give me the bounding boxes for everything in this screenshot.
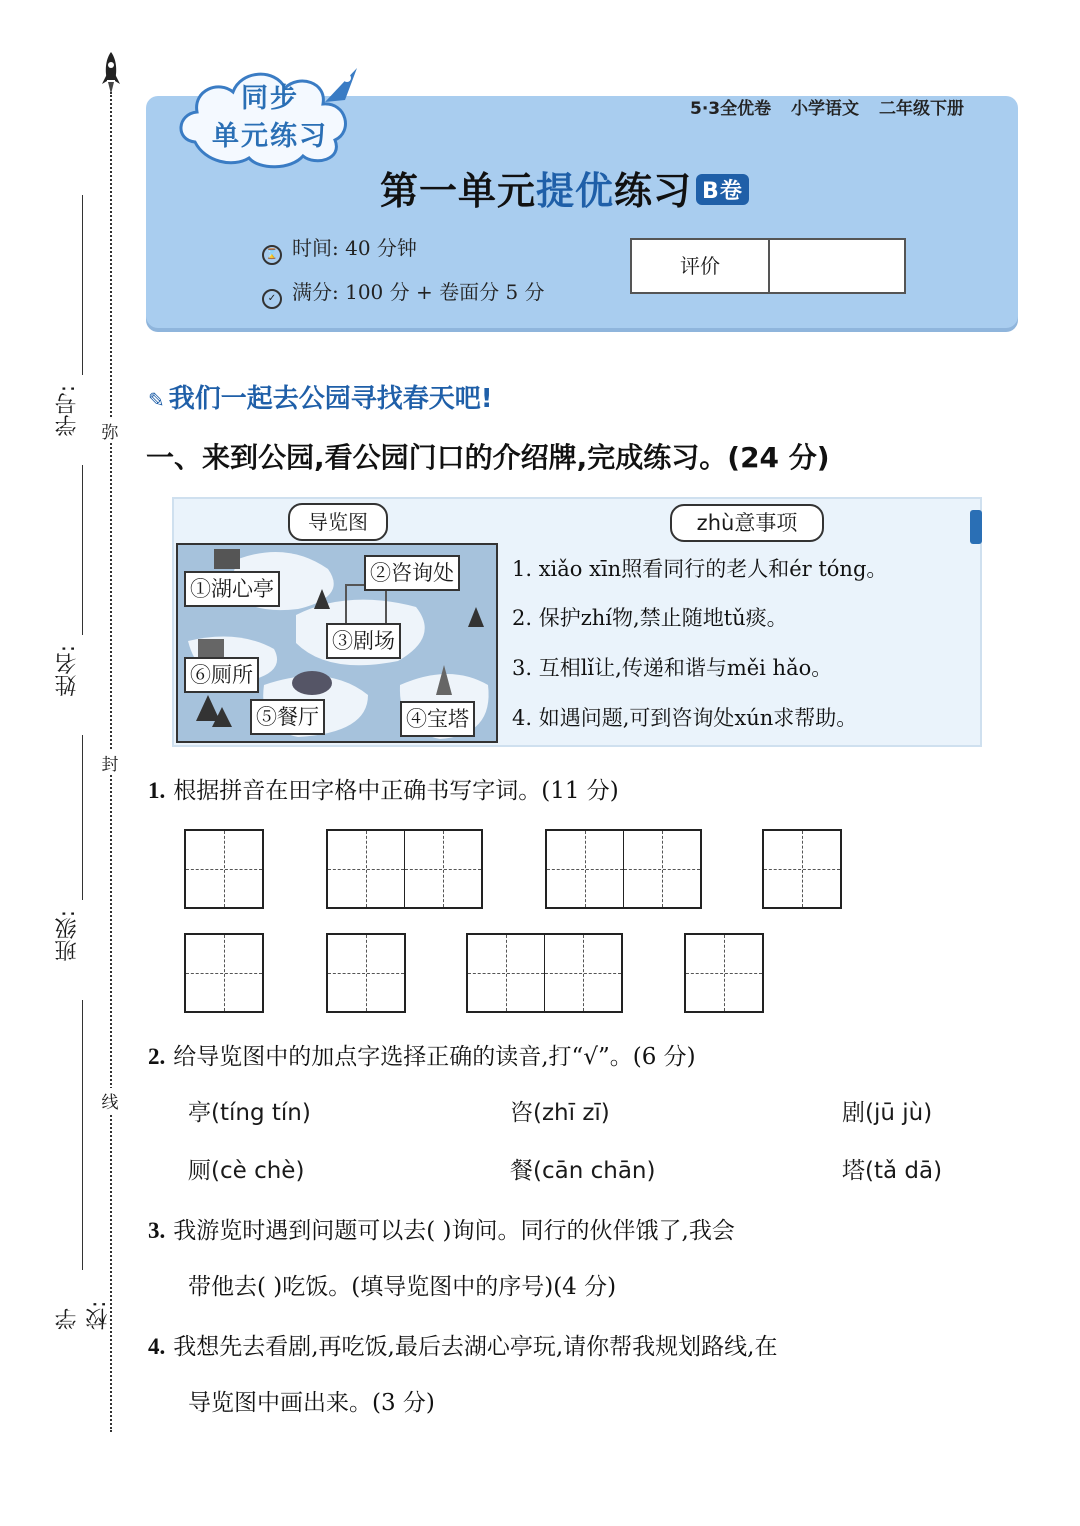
name-line[interactable] bbox=[82, 465, 83, 635]
evaluation-input[interactable] bbox=[770, 240, 904, 292]
tianzi-cell[interactable] bbox=[764, 831, 840, 907]
tianzi-cell[interactable] bbox=[405, 831, 481, 907]
q4-number: 4. bbox=[148, 1334, 166, 1359]
volume-tag: B卷 bbox=[696, 174, 749, 205]
student-id-field[interactable] bbox=[52, 195, 92, 455]
tianzi-cell[interactable] bbox=[468, 935, 545, 1011]
title-part-b: 提优 bbox=[536, 169, 615, 213]
school-label: 学校: bbox=[55, 1300, 111, 1330]
rocket-icon bbox=[100, 50, 122, 98]
time-text: 时间: 40 分钟 bbox=[292, 236, 417, 260]
notice-item-1: 1. xiǎo xīn照看同行的老人和ér tóng。 bbox=[512, 557, 888, 581]
score-info bbox=[262, 276, 545, 309]
q3-line2: 带他去( )吃饭。(填导览图中的序号)(4 分) bbox=[188, 1274, 617, 1300]
q1-text: 根据拼音在田字格中正确书写字词。(11 分) bbox=[173, 778, 619, 804]
q3-line1: 我游览时遇到问题可以去( )询问。同行的伙伴饿了,我会 bbox=[173, 1218, 735, 1244]
q4-line1: 我想先去看剧,再吃饭,最后去湖心亭玩,请你帮我规划路线,在 bbox=[173, 1334, 778, 1360]
question-3 bbox=[148, 1212, 735, 1245]
map-place-restroom[interactable]: ⑥厕所 bbox=[184, 657, 259, 693]
notice-item-2: 2. 保护zhí物,禁止随地tǔ痰。 bbox=[512, 606, 788, 630]
q2-text: 给导览图中的加点字选择正确的读音,打“√”。(6 分) bbox=[173, 1044, 696, 1070]
notice-title: zhù意事项 bbox=[670, 504, 824, 542]
park-map[interactable] bbox=[176, 543, 498, 743]
q2-number: 2. bbox=[148, 1044, 166, 1069]
school-line[interactable] bbox=[82, 1000, 83, 1270]
school-field[interactable] bbox=[52, 1000, 111, 1330]
tianzi-cell[interactable] bbox=[186, 831, 262, 907]
time-info bbox=[262, 232, 417, 265]
tianzi-grid-1[interactable] bbox=[184, 829, 264, 909]
map-place-theater[interactable]: ③剧场 bbox=[326, 623, 401, 659]
check-circle-icon: ✓ bbox=[262, 289, 282, 309]
q2-choice-ju[interactable]: 剧(jū jù) bbox=[842, 1100, 933, 1126]
tianzi-cell[interactable] bbox=[624, 831, 700, 907]
tianzi-grid-4[interactable] bbox=[762, 829, 842, 909]
section1-title: 一、来到公园,看公园门口的介绍牌,完成练习。(24 分) bbox=[146, 441, 830, 474]
class-line[interactable] bbox=[82, 735, 83, 900]
intro-line bbox=[148, 378, 493, 415]
tianzi-grid-8[interactable] bbox=[684, 933, 764, 1013]
map-place-info-desk[interactable]: ②咨询处 bbox=[364, 555, 460, 591]
map-place-lake-pavilion[interactable]: ①湖心亭 bbox=[184, 571, 280, 607]
title-part-a: 第一单元 bbox=[380, 169, 537, 213]
tianzi-grid-5[interactable] bbox=[184, 933, 264, 1013]
q2-choice-can[interactable]: 餐(cān chān) bbox=[510, 1158, 656, 1184]
name-label: 姓名: bbox=[55, 645, 80, 697]
name-field[interactable] bbox=[52, 465, 92, 725]
badge-line2: 单元练习 bbox=[212, 121, 328, 152]
side-tab-icon bbox=[970, 510, 982, 544]
tianzi-grid-6[interactable] bbox=[326, 933, 406, 1013]
question-2 bbox=[148, 1038, 696, 1071]
notice-item-3: 3. 互相lǐ让,传递和谐与měi hǎo。 bbox=[512, 656, 833, 680]
tianzi-grid-3[interactable] bbox=[545, 829, 702, 909]
seal-word-feng: 封 bbox=[98, 750, 122, 775]
tianzi-grid-2[interactable] bbox=[326, 829, 483, 909]
question-1 bbox=[148, 772, 619, 805]
map-place-restaurant[interactable]: ⑤餐厅 bbox=[250, 699, 325, 735]
tianzi-grid-7[interactable] bbox=[466, 933, 623, 1013]
tianzi-cell[interactable] bbox=[328, 935, 404, 1011]
class-label: 班级: bbox=[55, 910, 80, 962]
q1-number: 1. bbox=[148, 778, 166, 803]
q2-choice-zi[interactable]: 咨(zhī zī) bbox=[510, 1100, 610, 1126]
score-text: 满分: 100 分 + 卷面分 5 分 bbox=[292, 280, 545, 304]
student-id-label: 学号: bbox=[55, 385, 80, 437]
tianzi-cell[interactable] bbox=[186, 935, 262, 1011]
seal-word-xian: 线 bbox=[98, 1088, 122, 1113]
telescope-icon: ✎ bbox=[148, 388, 165, 412]
notice-item-4: 4. 如遇问题,可到咨询处xún求帮助。 bbox=[512, 706, 858, 730]
student-id-line[interactable] bbox=[82, 195, 83, 375]
q4-line2: 导览图中画出来。(3 分) bbox=[188, 1390, 435, 1416]
class-field[interactable] bbox=[52, 735, 92, 985]
tianzi-cell[interactable] bbox=[686, 935, 762, 1011]
intro-text: 我们一起去公园寻找春天吧! bbox=[168, 384, 493, 414]
question-4 bbox=[148, 1328, 778, 1361]
q2-choice-ta[interactable]: 塔(tǎ dā) bbox=[842, 1158, 943, 1184]
title-part-c: 练习 bbox=[614, 169, 693, 213]
tianzi-cell[interactable] bbox=[547, 831, 624, 907]
q2-choice-ting[interactable]: 亭(tíng tín) bbox=[188, 1100, 311, 1126]
seal-word-mi: 弥 bbox=[98, 418, 122, 443]
q3-number: 3. bbox=[148, 1218, 166, 1243]
q2-choice-ce[interactable]: 厕(cè chè) bbox=[188, 1158, 305, 1184]
clock-icon: ⌛ bbox=[262, 245, 282, 265]
tianzi-cell[interactable] bbox=[545, 935, 621, 1011]
map-place-pagoda[interactable]: ④宝塔 bbox=[400, 701, 475, 737]
evaluation-label: 评价 bbox=[632, 240, 770, 292]
badge-line1: 同步 bbox=[241, 83, 299, 114]
page-title bbox=[380, 160, 749, 215]
evaluation-box bbox=[630, 238, 906, 294]
tianzi-cell[interactable] bbox=[328, 831, 405, 907]
map-title: 导览图 bbox=[288, 503, 388, 541]
book-info: 5·3全优卷 小学语文 二年级下册 bbox=[690, 99, 964, 119]
